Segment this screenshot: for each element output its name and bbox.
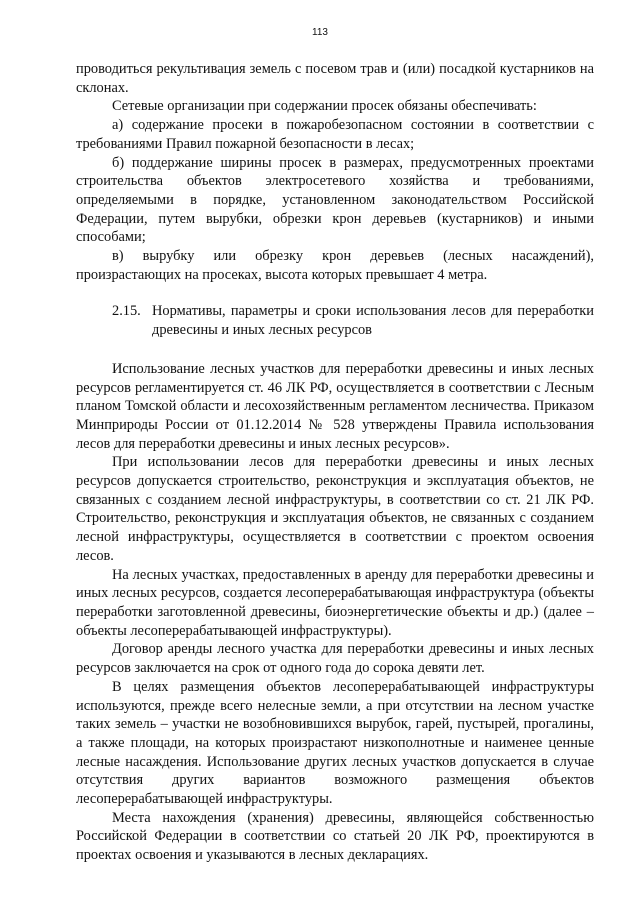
list-item-b: б) поддержание ширины просек в размерах, предусмотренных проектами строительства объектов электросетевого хозяйства и требованиями, определяемыми в порядке, установленном законодательством Российской Федерации, путем вырубки, обрезки крон деревьев (кустарников) и иными способами;: [76, 154, 594, 246]
paragraph: Использование лесных участков для переработки древесины и иных лесных ресурсов регламентируется ст. 46 ЛК РФ, осуществляется в соответствии с Лесным планом Томской области и лесохозяйственным регламентом лесничества. Приказом Минприроды России от 01.12.2014 № 528 утверждены Правила использования лесов для переработки древесины и иных лесных ресурсов».: [76, 360, 594, 452]
page-number: 113: [312, 27, 328, 38]
section-heading: [76, 302, 594, 339]
paragraph: проводиться рекультивация земель с посевом трав и (или) посадкой кустарников на склонах.: [76, 61, 594, 96]
list-item-c: в) вырубку или обрезку крон деревьев (лесных насаждений), произрастающих на просеках, высота которых превышает 4 метра.: [76, 248, 594, 283]
section-number: 2.15.: [112, 303, 141, 320]
paragraph: В целях размещения объектов лесоперерабатывающей инфраструктуры используются, прежде всего нелесные земли, а при отсутствии на лесном участке таких земель – участки не возобновившихся вырубок, гарей, пустырей, прогалины, а также площади, на которых произрастают низкополнотные и наименее ценные лесные насаждения. Использование других лесных участков допускается в случае отсутствия других вариантов возможного размещения объектов лесоперерабатывающей инфраструктуры.: [76, 678, 594, 808]
section-title: Нормативы, параметры и сроки использования лесов для переработки древесины и иных лесных ресурсов: [152, 303, 594, 339]
paragraph: На лесных участках, предоставленных в аренду для переработки древесины и иных лесных ресурсов, создается лесоперерабатывающая инфраструктура (объекты переработки заготовленной древесины, биоэнергетические объекты и др.) (далее – объекты лесоперерабатывающей инфраструктуры).: [76, 566, 594, 639]
paragraph: Договор аренды лесного участка для переработки древесины и иных лесных ресурсов заключается на срок от одного года до сорока девяти лет.: [76, 641, 594, 677]
document-body: [76, 60, 594, 865]
paragraph: При использовании лесов для переработки древесины и иных лесных ресурсов допускается строительство, реконструкция и эксплуатация объектов, не связанных с созданием лесной инфраструктуры, в соответствии со ст. 21 ЛК РФ. Строительство, реконструкция и эксплуатация объектов, не связанных с созданием лесной инфраструктуры, осуществляется в соответствии с проектом освоения лесов.: [76, 454, 594, 564]
paragraph: Места нахождения (хранения) древесины, являющейся собственностью Российской Федерации в соответствии со статьей 20 ЛК РФ, проектируются в проектах освоения и указываются в лесных декларациях.: [76, 809, 594, 864]
paragraph: Сетевые организации при содержании просек обязаны обеспечивать:: [112, 98, 537, 115]
list-item-a: а) содержание просеки в пожаробезопасном состоянии в соответствии с требованиями Правил пожарной безопасности в лесах;: [76, 117, 594, 152]
